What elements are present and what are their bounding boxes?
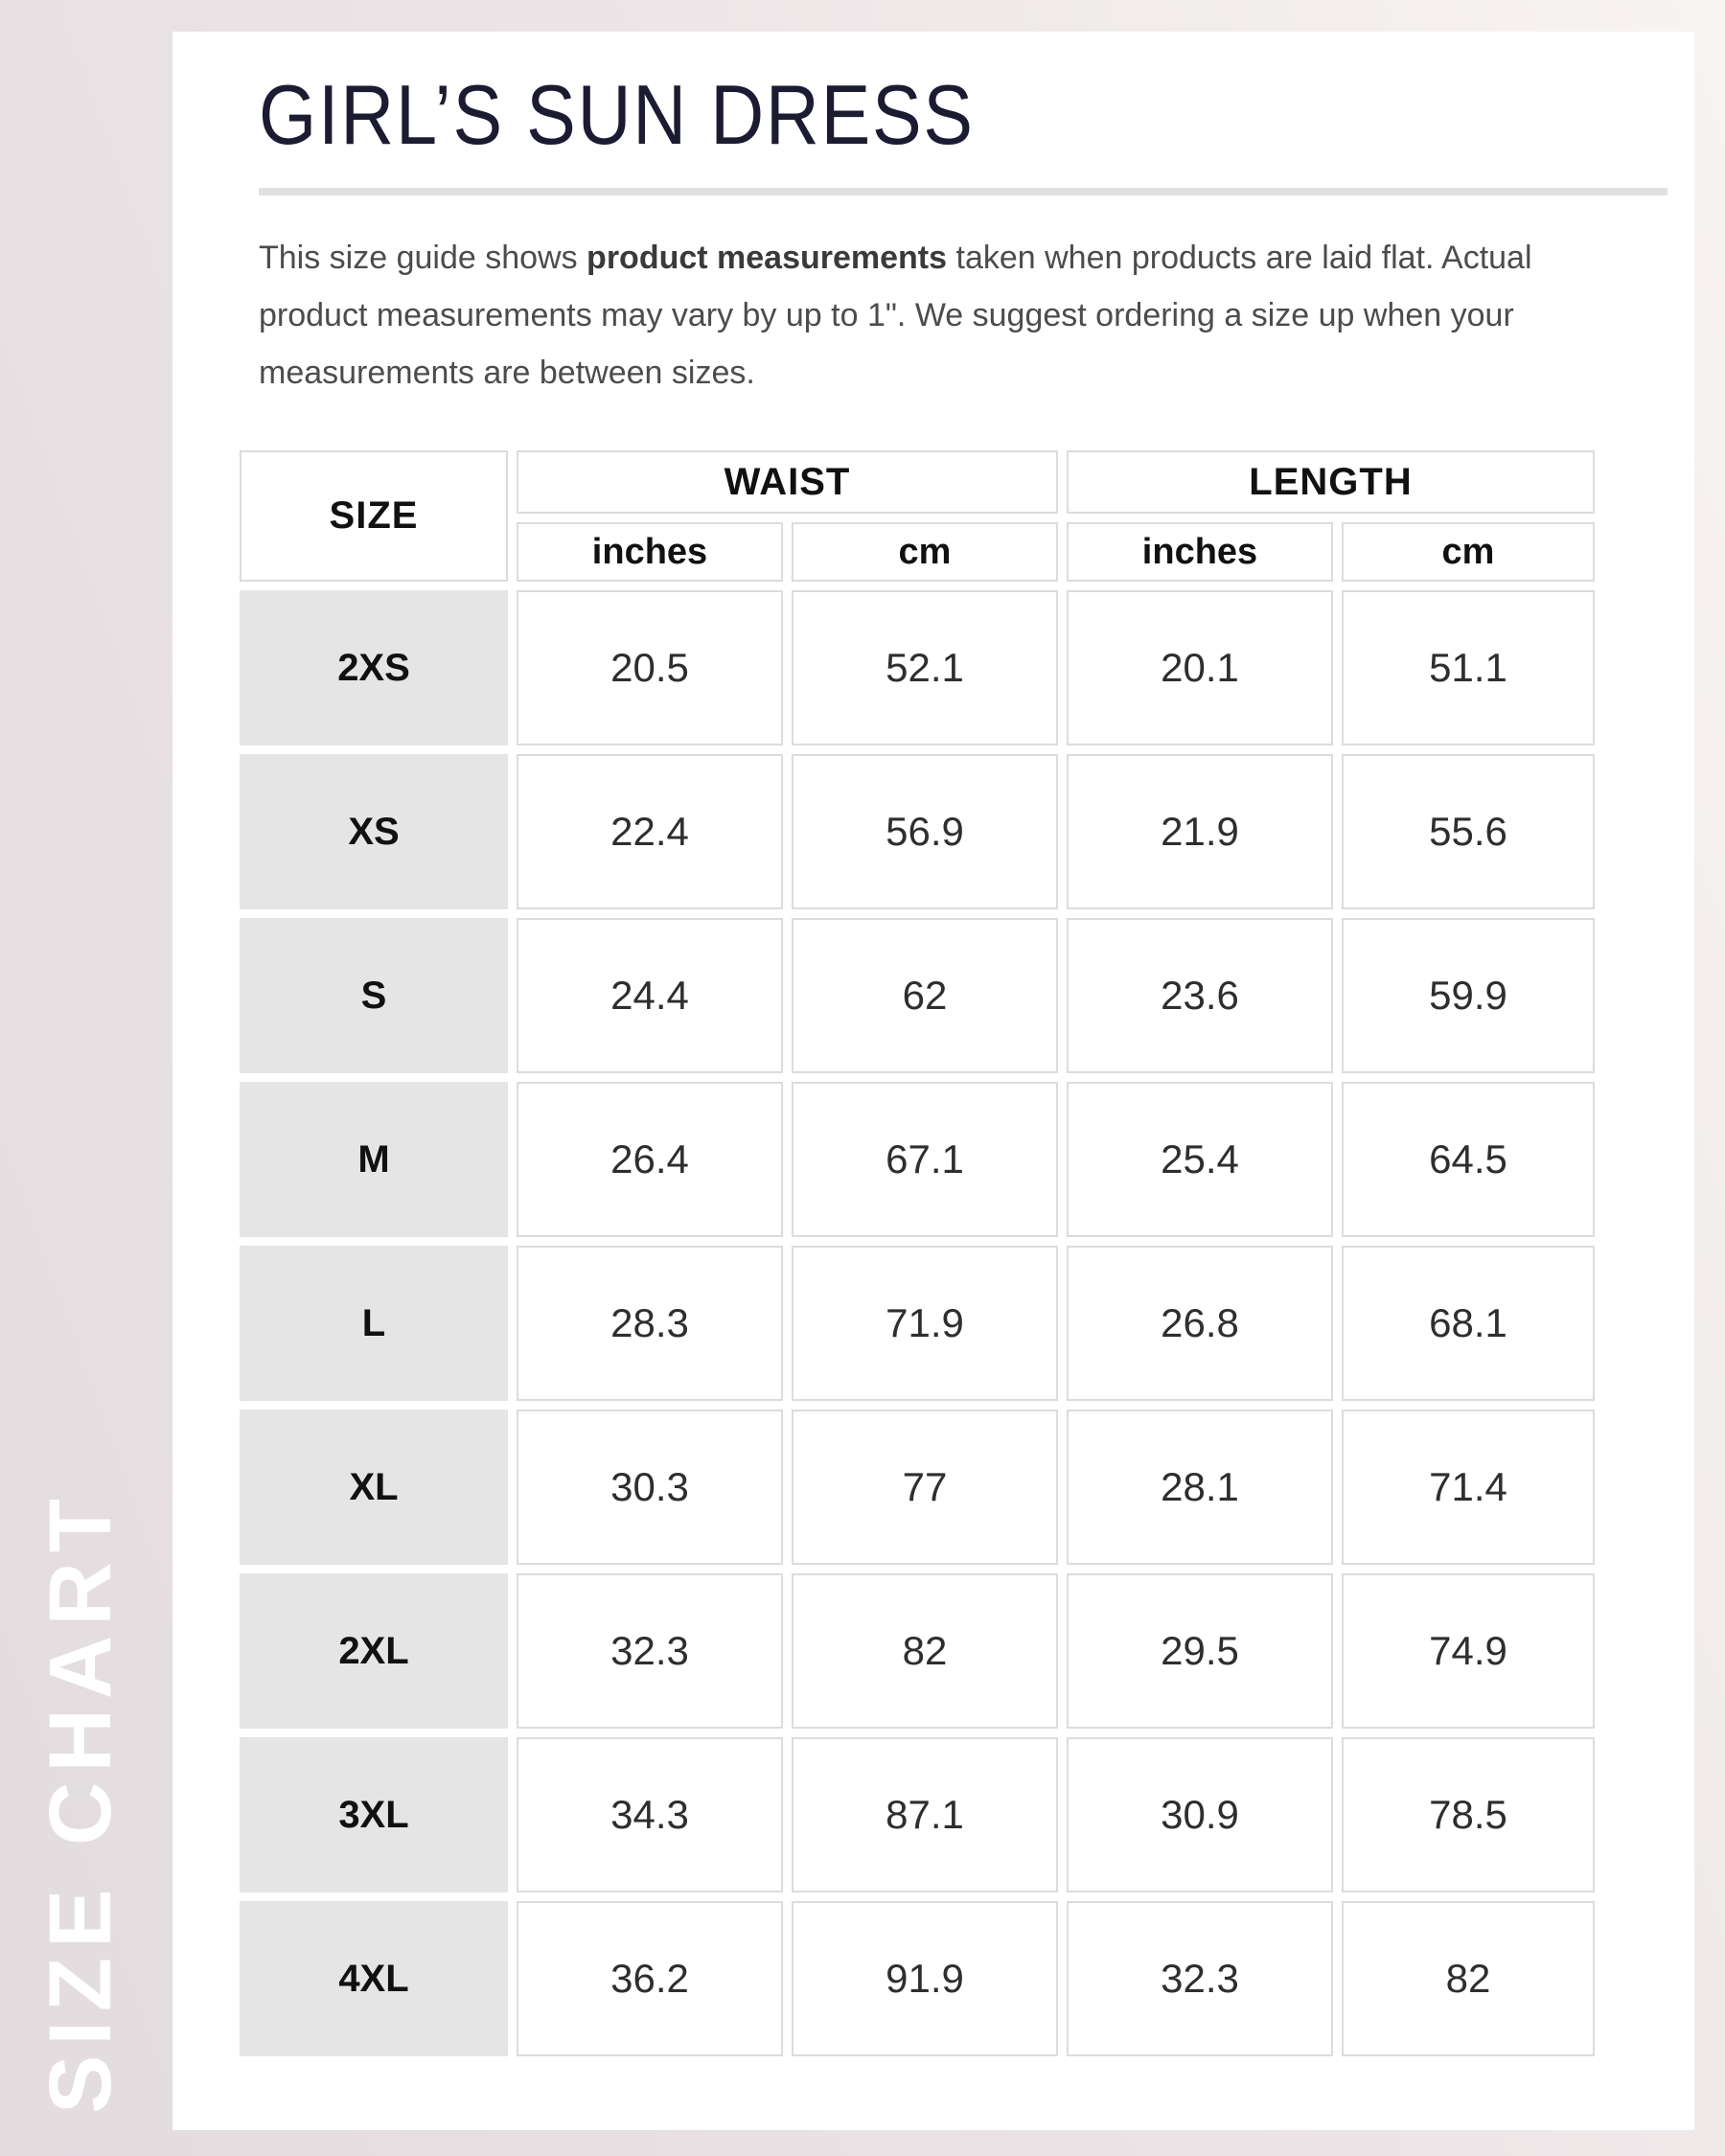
length-cm-header: cm xyxy=(1342,522,1595,582)
size-label-cell: 2XL xyxy=(240,1573,508,1729)
intro-rest: taken when products are laid flat. Actual product measurements may vary by up to 1". We suggest ordering a size up when your measurements are between sizes. xyxy=(259,240,1532,391)
length-cm-cell: 55.6 xyxy=(1342,754,1595,909)
table-row xyxy=(240,918,1595,1073)
length-cm-cell: 71.4 xyxy=(1342,1410,1595,1565)
intro-emphasis: product measurements xyxy=(586,240,948,276)
size-label-cell: 2XS xyxy=(240,590,508,745)
size-table xyxy=(231,442,1603,2065)
waist-inches-cell: 20.5 xyxy=(517,590,783,745)
waist-inches-header: inches xyxy=(517,522,783,582)
waist-inches-cell: 30.3 xyxy=(517,1410,783,1565)
length-cm-cell: 78.5 xyxy=(1342,1737,1595,1892)
waist-inches-cell: 22.4 xyxy=(517,754,783,909)
intro-paragraph xyxy=(259,229,1600,401)
table-row xyxy=(240,1410,1595,1565)
length-inches-cell: 20.1 xyxy=(1067,590,1333,745)
waist-cm-cell: 87.1 xyxy=(792,1737,1058,1892)
length-inches-cell: 23.6 xyxy=(1067,918,1333,1073)
intro-lead: This size guide shows xyxy=(259,240,587,276)
length-cm-cell: 64.5 xyxy=(1342,1082,1595,1237)
waist-cm-cell: 67.1 xyxy=(792,1082,1058,1237)
length-cm-cell: 68.1 xyxy=(1342,1246,1595,1401)
table-row xyxy=(240,1573,1595,1729)
size-column-header: SIZE xyxy=(240,450,508,582)
waist-inches-cell: 24.4 xyxy=(517,918,783,1073)
size-label-cell: XL xyxy=(240,1410,508,1565)
table-row xyxy=(240,1737,1595,1892)
size-label-cell: L xyxy=(240,1246,508,1401)
waist-cm-cell: 91.9 xyxy=(792,1901,1058,2056)
waist-cm-header: cm xyxy=(792,522,1058,582)
size-table-body xyxy=(240,590,1595,2056)
waist-cm-cell: 62 xyxy=(792,918,1058,1073)
waist-cm-cell: 82 xyxy=(792,1573,1058,1729)
size-table-header xyxy=(240,450,1595,582)
waist-inches-cell: 28.3 xyxy=(517,1246,783,1401)
length-inches-cell: 32.3 xyxy=(1067,1901,1333,2056)
length-cm-cell: 59.9 xyxy=(1342,918,1595,1073)
size-guide-card xyxy=(172,32,1694,2130)
length-cm-cell: 82 xyxy=(1342,1901,1595,2056)
table-row xyxy=(240,754,1595,909)
waist-cm-cell: 71.9 xyxy=(792,1246,1058,1401)
waist-cm-cell: 77 xyxy=(792,1410,1058,1565)
title-divider xyxy=(259,188,1668,195)
length-inches-cell: 25.4 xyxy=(1067,1082,1333,1237)
table-row xyxy=(240,1901,1595,2056)
group-header-row xyxy=(240,450,1595,514)
length-inches-cell: 21.9 xyxy=(1067,754,1333,909)
table-row xyxy=(240,1082,1595,1237)
waist-inches-cell: 26.4 xyxy=(517,1082,783,1237)
table-row xyxy=(240,1246,1595,1401)
waist-inches-cell: 32.3 xyxy=(517,1573,783,1729)
size-chart-vertical-label: SIZE CHART xyxy=(32,1489,129,2114)
size-label-cell: 4XL xyxy=(240,1901,508,2056)
waist-inches-cell: 34.3 xyxy=(517,1737,783,1892)
waist-cm-cell: 56.9 xyxy=(792,754,1058,909)
length-inches-cell: 26.8 xyxy=(1067,1246,1333,1401)
table-row xyxy=(240,590,1595,745)
page-title: GIRL’S SUN DRESS xyxy=(259,67,975,162)
length-inches-cell: 28.1 xyxy=(1067,1410,1333,1565)
size-label-cell: M xyxy=(240,1082,508,1237)
waist-cm-cell: 52.1 xyxy=(792,590,1058,745)
length-inches-cell: 30.9 xyxy=(1067,1737,1333,1892)
size-label-cell: 3XL xyxy=(240,1737,508,1892)
length-group-header: LENGTH xyxy=(1067,450,1595,514)
waist-group-header: WAIST xyxy=(517,450,1058,514)
length-inches-header: inches xyxy=(1067,522,1333,582)
length-inches-cell: 29.5 xyxy=(1067,1573,1333,1729)
length-cm-cell: 51.1 xyxy=(1342,590,1595,745)
waist-inches-cell: 36.2 xyxy=(517,1901,783,2056)
size-label-cell: XS xyxy=(240,754,508,909)
length-cm-cell: 74.9 xyxy=(1342,1573,1595,1729)
size-label-cell: S xyxy=(240,918,508,1073)
